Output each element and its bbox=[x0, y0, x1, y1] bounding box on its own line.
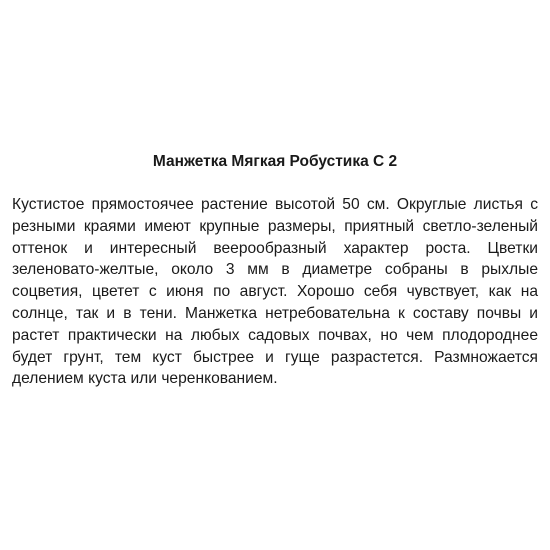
document-paragraph: Кустистое прямостоячее растение высотой 50 см. Округлые листья с резными краями имеют крупные размеры, приятный светло-зеленый оттенок и интересный веерообразный характер роста. Цветки зеленовато-желтые, около 3 мм в диаметре собраны в рыхлые соцветия, цветет с июня по август. Хорошо себя чувствует, как на солнце, так и в тени. Манжетка нетребовательна к составу почвы и растет практически на любых садовых почвах, но чем плодороднее будет грунт, тем куст быстрее и гуще разрастется. Размножается делением куста или черенкованием. bbox=[12, 196, 538, 388]
document-title: Манжетка Мягкая Робустика С 2 bbox=[152, 153, 398, 170]
